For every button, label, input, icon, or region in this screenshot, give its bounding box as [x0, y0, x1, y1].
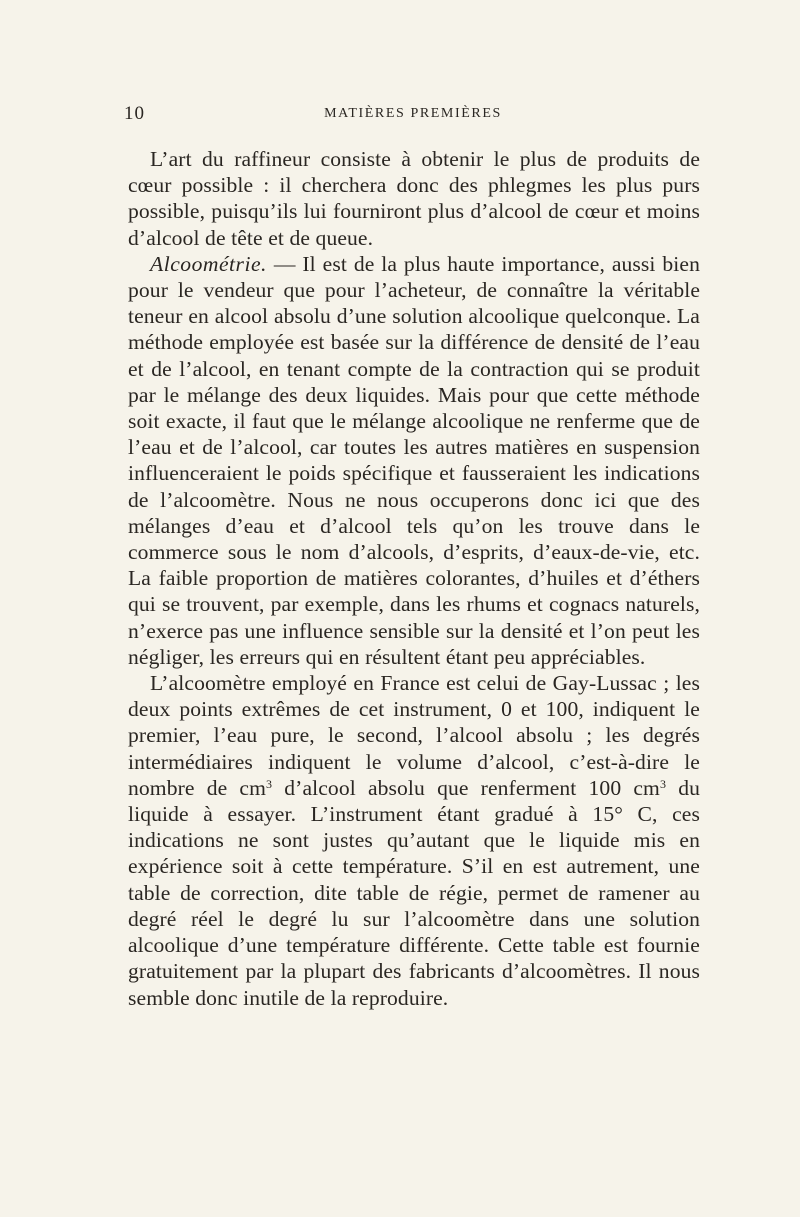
paragraph-gay-lussac-part-3: du liquide à essayer. L’instrument étant gradué à 15° C, ces indications ne sont justes qu’autant que le liquide mis en expérience soit à cette température. S’il en est autrement, une table de correction, dite table de régie, permet de ramener au degré réel le degré lu sur l’alcoomètre dans une solution alcoolique d’une température différente. Cette table est fournie gratuitement par la plupart des fabricants d’alcoomètres. Il nous semble donc inutile de la reproduire. [128, 775, 700, 1010]
paragraph-gay-lussac [128, 670, 700, 1011]
body-text [128, 146, 700, 1011]
paragraph-raffineur: L’art du raffineur consiste à obtenir le plus de produits de cœur possible : il cherchera donc des phlegmes les plus purs possible, puisqu’ils lui fourniront plus d’alcool de cœur et moins d’alcool de tête et de queue. [128, 147, 700, 250]
paragraph-alcoometrie-text: — Il est de la plus haute importance, aussi bien pour le vendeur que pour l’acheteur, de connaître la véritable teneur en alcool absolu d’une solution alcoolique quelconque. La méthode employée est basée sur la différence de densité de l’eau et de l’alcool, en tenant compte de la contraction qui se produit par le mélange des deux liquides. Mais pour que cette méthode soit exacte, il faut que le mélange alcoolique ne renferme que de l’eau et de l’alcool, car toutes les autres matières en suspension influenceraient le poids spécifique et fausseraient les indications de l’alcoomètre. Nous ne nous occuperons donc ici que des mélanges d’eau et d’alcool tels qu’on les trouve dans le commerce sous le nom d’alcools, d’esprits, d’eaux-de-vie, etc. La faible proportion de matières colorantes, d’huiles et d’éthers qui se trouvent, par exemple, dans les rhums et cognacs naturels, n’exerce pas une influence sensible sur la densité et l’on peut les négliger, les erreurs qui en résultent étant peu appréciables. [128, 251, 700, 669]
running-title: MATIÈRES PREMIÈRES [324, 106, 502, 121]
paragraph-alcoometrie [128, 251, 700, 670]
section-title-alcoometrie: Alcoométrie. [150, 251, 267, 276]
superscript-cubic-1: 3 [266, 776, 273, 791]
page-number: 10 [124, 103, 145, 124]
paragraph-gay-lussac-part-2: d’alcool absolu que renferment 100 cm [272, 775, 660, 800]
running-head [124, 103, 702, 127]
superscript-cubic-2: 3 [659, 776, 667, 791]
paragraph-gay-lussac-part-1: L’alcoomètre employé en France est celui de Gay-Lussac ; les deux points extrêmes de cet instrument, 0 et 100, indiquent le premier, l’eau pure, le second, l’alcool absolu ; les degrés intermédiaires indiquent le volume d’alcool, c’est-à-dire le nombre de cm [128, 671, 700, 800]
